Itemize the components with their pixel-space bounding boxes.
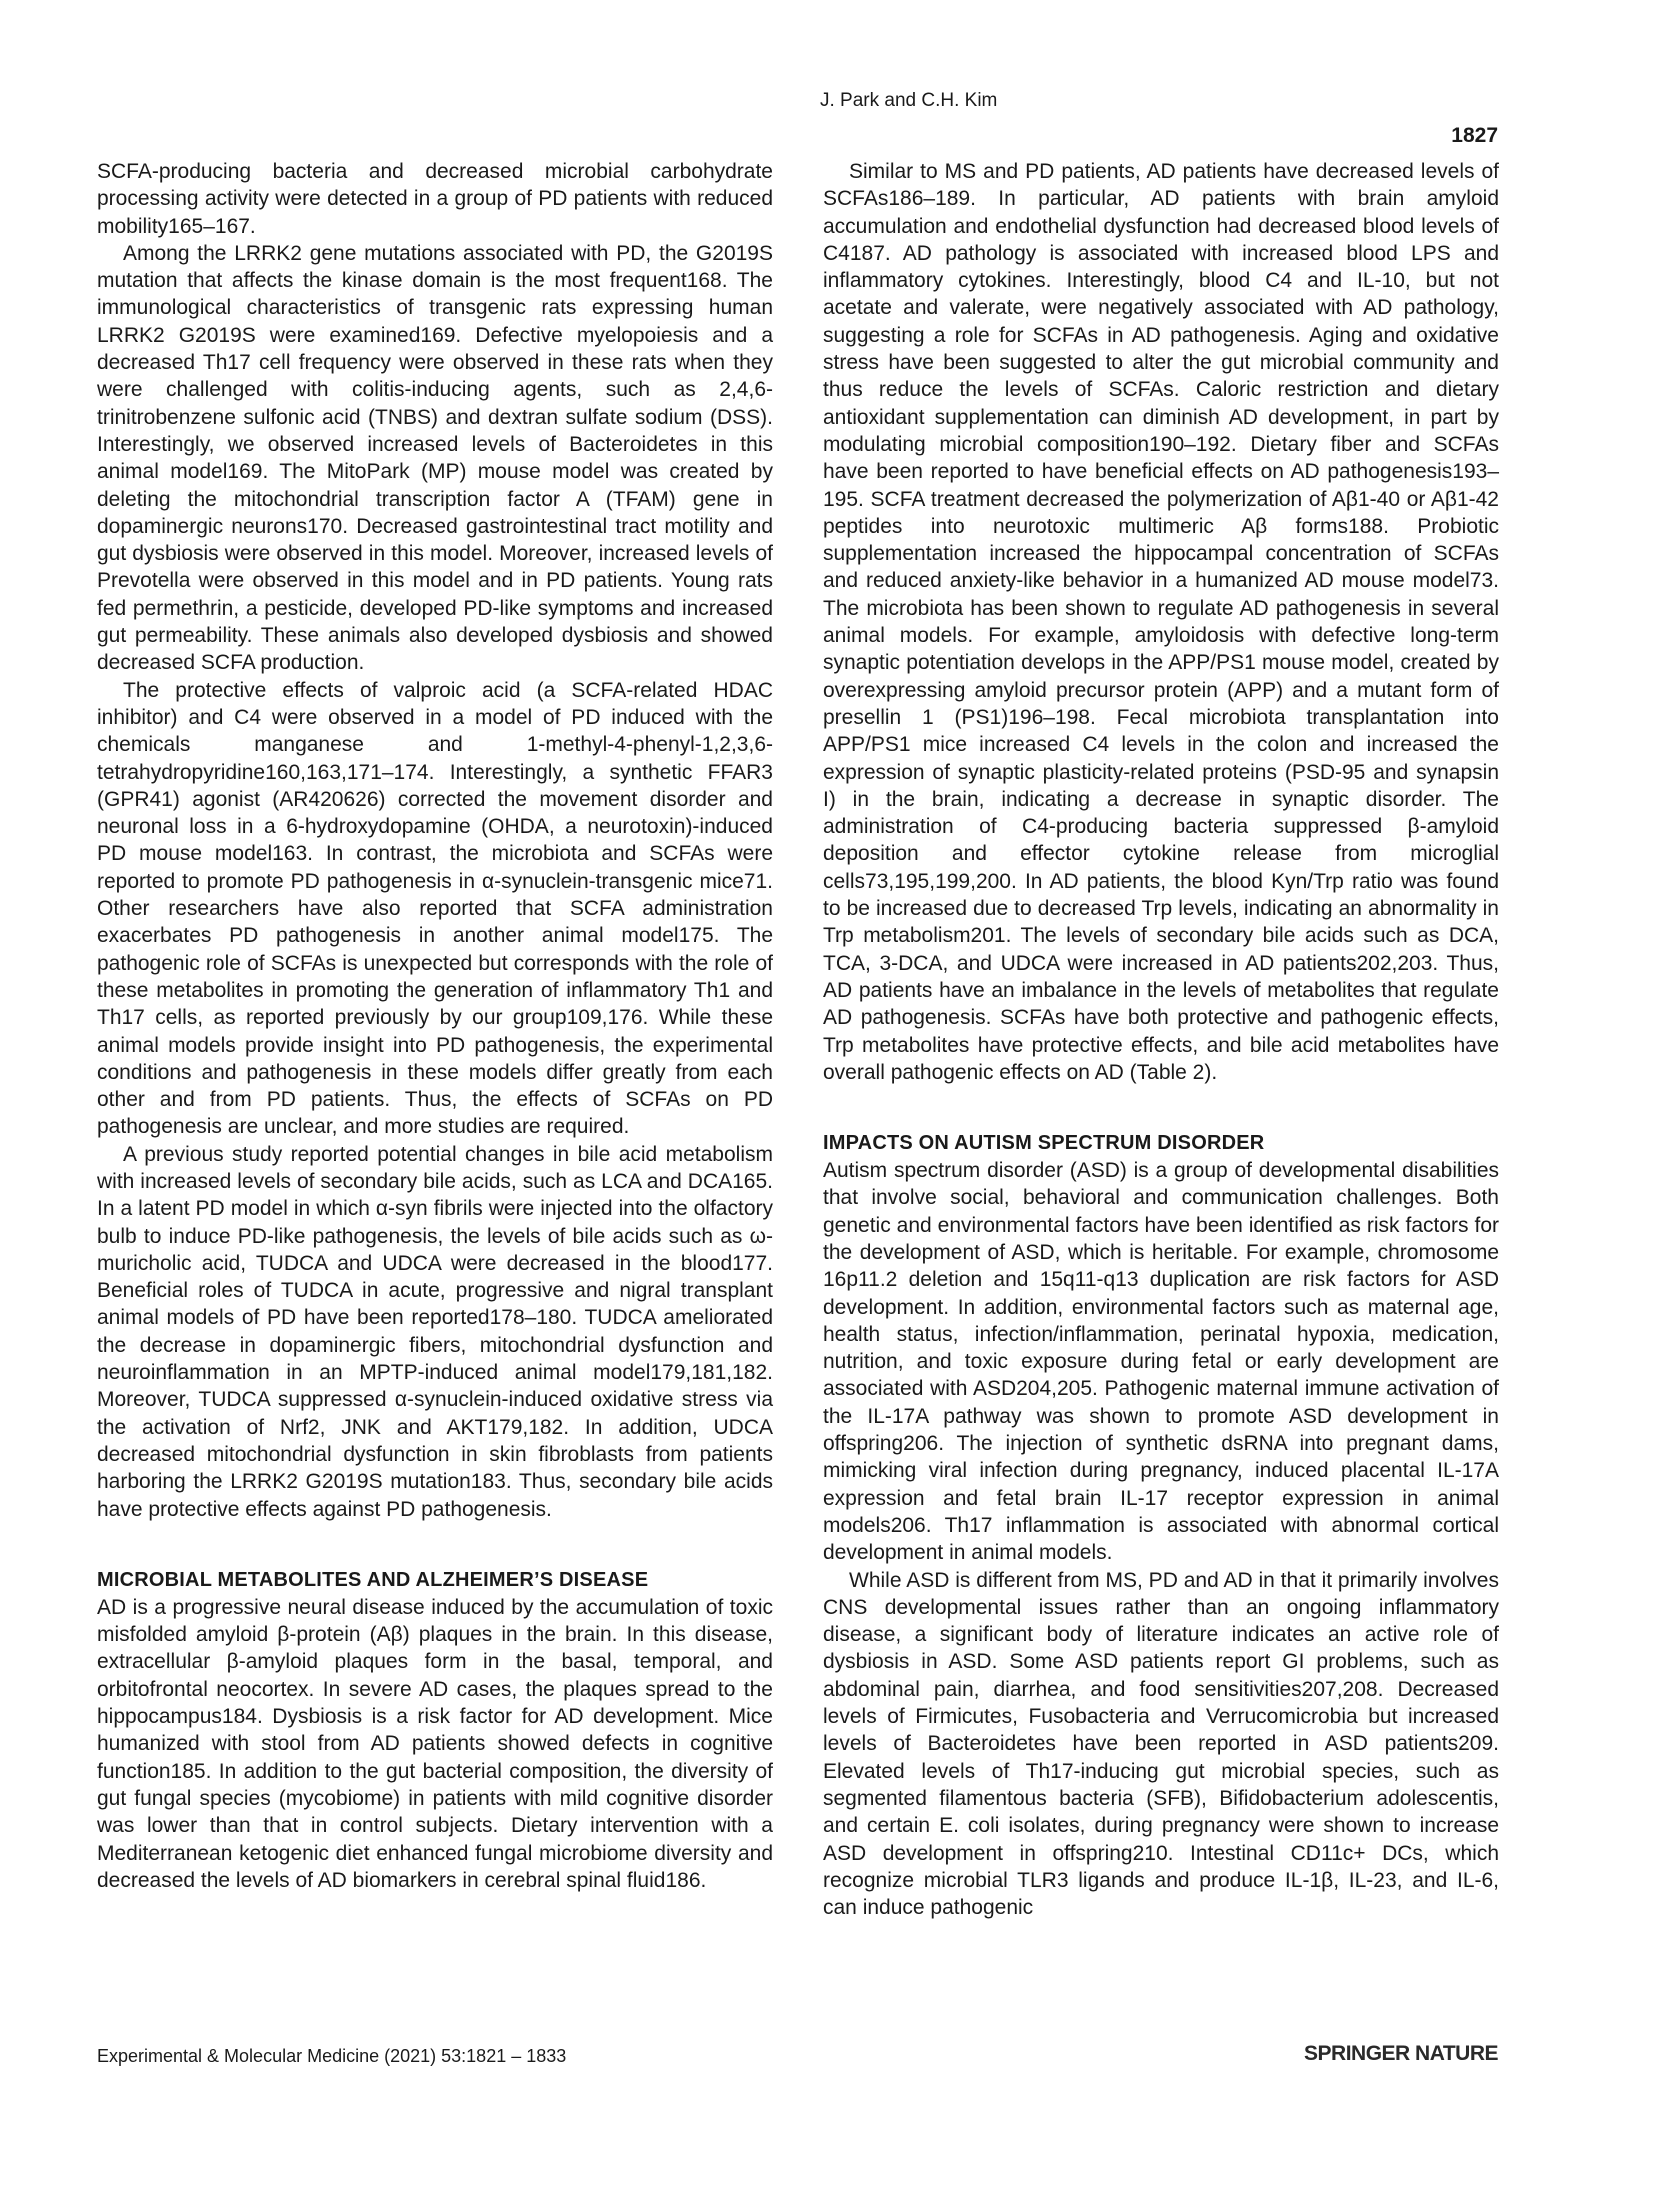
footer-journal-citation: Experimental & Molecular Medicine (2021) 53:1821 – 1833 xyxy=(97,2046,567,2066)
left-column xyxy=(97,158,773,1894)
publisher-logo: SPRINGER NATURE xyxy=(1304,2042,1498,2065)
running-header-authors: J. Park and C.H. Kim xyxy=(820,90,998,111)
section-heading-autism: IMPACTS ON AUTISM SPECTRUM DISORDER xyxy=(823,1132,1265,1155)
paragraph: Similar to MS and PD patients, AD patients have decreased levels of SCFAs186–189. In particular, AD patients with brain amyloid accumulation and endothelial dysfunction had decreased blood levels of C4187. AD pathology is associated with increased blood LPS and inflammatory cytokines. Interestingly, blood C4 and IL-10, but not acetate and valerate, were negatively associated with AD pathology, suggesting a role for SCFAs in AD pathogenesis. Aging and oxidative stress have been suggested to alter the gut microbial community and thus reduce the levels of SCFAs. Caloric restriction and dietary antioxidant supplementation can diminish AD development, in part by modulating microbial composition190–192. Dietary fiber and SCFAs have been reported to have beneficial effects on AD pathogenesis193–195. SCFA treatment decreased the polymerization of Aβ1-40 or Aβ1-42 peptides into neurotoxic multimeric Aβ forms188. Probiotic supplementation increased the hippocampal concentration of SCFAs and reduced anxiety-like behavior in a humanized AD mouse model73. The microbiota has been shown to regulate AD pathogenesis in several animal models. For example, amyloidosis with defective long-term synaptic potentiation develops in the APP/PS1 mouse model, created by overexpressing amyloid precursor protein (APP) and a mutant form of presellin 1 (PS1)196–198. Fecal microbiota transplantation into APP/PS1 mice increased C4 levels in the colon and increased the expression of synaptic plasticity-related proteins (PSD-95 and synapsin I) in the brain, indicating a decrease in synaptic disorder. The administration of C4-producing bacteria suppressed β-amyloid deposition and effector cytokine release from microglial cells73,195,199,200. In AD patients, the blood Kyn/Trp ratio was found to be increased due to decreased Trp levels, indicating an abnormality in Trp metabolism201. The levels of secondary bile acids such as DCA, TCA, 3-DCA, and UDCA were increased in AD patients202,203. Thus, AD patients have an imbalance in the levels of metabolites that regulate AD pathogenesis. SCFAs have both protective and pathogenic effects, Trp metabolites have protective effects, and bile acid metabolites have overall pathogenic effects on AD (Table 2). xyxy=(823,160,1499,1084)
paragraph: A previous study reported potential changes in bile acid metabolism with increased levels of secondary bile acids, such as LCA and DCA165. In a latent PD model in which α-syn fibrils were injected into the olfactory bulb to induce PD-like pathogenesis, the levels of bile acids such as ω-muricholic acid, TUDCA and UDCA were decreased in the blood177. Beneficial roles of TUDCA in acute, progressive and nigral transplant animal models of PD have been reported178–180. TUDCA ameliorated the decrease in dopaminergic fibers, mitochondrial dysfunction and neuroinflammation in an MPTP-induced animal model179,181,182. Moreover, TUDCA suppressed α-synuclein-induced oxidative stress via the activation of Nrf2, JNK and AKT179,182. In addition, UDCA decreased mitochondrial dysfunction in skin fibroblasts from patients harboring the LRRK2 G2019S mutation183. Thus, secondary bile acids have protective effects against PD pathogenesis. xyxy=(97,1142,773,1521)
paragraph: SCFA-producing bacteria and decreased microbial carbohydrate processing activity were detected in a group of PD patients with reduced mobility165–167. xyxy=(97,160,773,238)
section-heading-alzheimers: MICROBIAL METABOLITES AND ALZHEIMER’S DISEASE xyxy=(97,1568,649,1591)
paragraph: AD is a progressive neural disease induced by the accumulation of toxic misfolded amyloid β-protein (Aβ) plaques in the brain. In this disease, extracellular β-amyloid plaques form in the basal, temporal, and orbitofrontal neocortex. In severe AD cases, the plaques spread to the hippocampus184. Dysbiosis is a risk factor for AD development. Mice humanized with stool from AD patients showed defects in cognitive function185. In addition to the gut bacterial composition, the diversity of gut fungal species (mycobiome) in patients with mild cognitive disorder was lower than that in control subjects. Dietary intervention with a Mediterranean ketogenic diet enhanced fungal microbiome diversity and decreased the levels of AD biomarkers in cerebral spinal fluid186. xyxy=(97,1595,773,1892)
paragraph: The protective effects of valproic acid (a SCFA-related HDAC inhibitor) and C4 were observed in a model of PD induced with the chemicals manganese and 1-methyl-4-phenyl-1,2,3,6-tetrahydropyridine160,163,171–174. Interestingly, a synthetic FFAR3 (GPR41) agonist (AR420626) corrected the movement disorder and neuronal loss in a 6-hydroxydopamine (OHDA, a neurotoxin)-induced PD mouse model163. In contrast, the microbiota and SCFAs were reported to promote PD pathogenesis in α-synuclein-transgenic mice71. Other researchers have also reported that SCFA administration exacerbates PD pathogenesis in another animal model175. The pathogenic role of SCFAs is unexpected but corresponds with the role of these metabolites in promoting the generation of inflammatory Th1 and Th17 cells, as reported previously by our group109,176. While these animal models provide insight into PD pathogenesis, the experimental conditions and pathogenesis in these models differ greatly from each other and from PD patients. Thus, the effects of SCFAs on PD pathogenesis are unclear, and more studies are required. xyxy=(97,678,773,1139)
paragraph: Autism spectrum disorder (ASD) is a group of developmental disabilities that involve social, behavioral and communication challenges. Both genetic and environmental factors have been identified as risk factors for the development of ASD, which is heritable. For example, chromosome 16p11.2 deletion and 15q11-q13 duplication are risk factors for ASD development. In addition, environmental factors such as maternal age, health status, infection/inflammation, perinatal hypoxia, medication, nutrition, and toxic exposure during fetal or early development are associated with ASD204,205. Pathogenic maternal immune activation of the IL-17A pathway was shown to promote ASD development in offspring206. The injection of synthetic dsRNA into pregnant dams, mimicking viral infection during pregnancy, induced placental IL-17A expression and fetal brain IL-17 receptor expression in animal models206. Th17 inflammation is associated with abnormal cortical development in animal models. xyxy=(823,1159,1499,1565)
paragraph: Among the LRRK2 gene mutations associated with PD, the G2019S mutation that affects the kinase domain is the most frequent168. The immunological characteristics of transgenic rats expressing human LRRK2 G2019S were examined169. Defective myelopoiesis and a decreased Th17 cell frequency were observed in these rats when they were challenged with colitis-inducing agents, such as 2,4,6-trinitrobenzene sulfonic acid (TNBS) and dextran sulfate sodium (DSS). Interestingly, we observed increased levels of Bacteroidetes in this animal model169. The MitoPark (MP) mouse model was created by deleting the mitochondrial transcription factor A (TFAM) gene in dopaminergic neurons170. Decreased gastrointestinal tract motility and gut dysbiosis were observed in this model. Moreover, increased levels of Prevotella were observed in this model and in PD patients. Young rats fed permethrin, a pesticide, developed PD-like symptoms and increased gut permeability. These animals also developed dysbiosis and showed decreased SCFA production. xyxy=(97,241,773,675)
page-number: 1827 xyxy=(1451,124,1498,147)
right-column xyxy=(823,158,1499,1921)
paragraph: While ASD is different from MS, PD and AD in that it primarily involves CNS developmental issues rather than an ongoing inflammatory disease, a significant body of literature indicates an active role of dysbiosis in ASD. Some ASD patients report GI problems, such as abdominal pain, diarrhea, and food sensitivities207,208. Decreased levels of Firmicutes, Fusobacteria and Verrucomicrobia but increased levels of Bacteroidetes have been reported in ASD patients209. Elevated levels of Th17-inducing gut microbial species, such as segmented filamentous bacteria (SFB), Bifidobacterium adolescentis, and certain E. coli isolates, during pregnancy were shown to increase ASD development in offspring210. Intestinal CD11c+ DCs, which recognize microbial TLR3 ligands and produce IL-1β, IL-23, and IL-6, can induce pathogenic xyxy=(823,1568,1499,1920)
